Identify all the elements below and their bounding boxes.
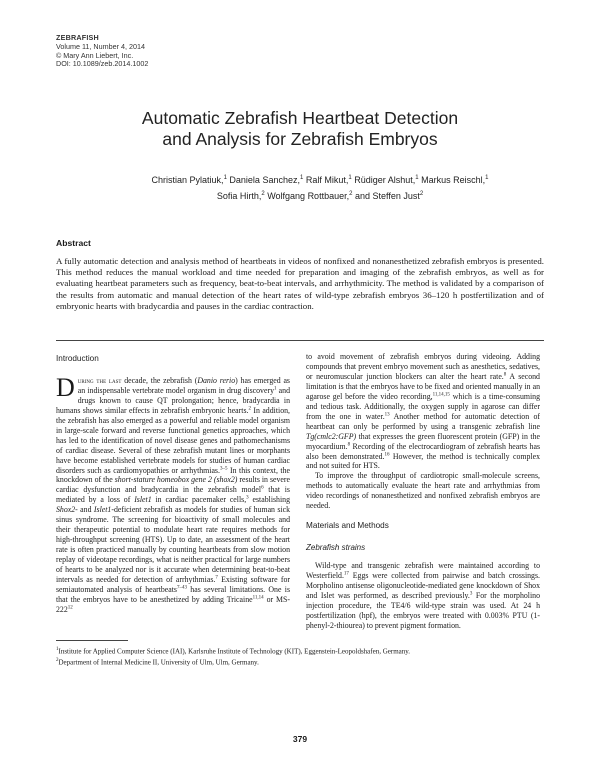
- author: Markus Reischl,$^1$: [421, 175, 489, 185]
- doi[interactable]: DOI: 10.1089/zeb.2014.1002: [56, 59, 149, 69]
- journal-name: ZEBRAFISH: [56, 33, 99, 42]
- author: Sofia Hirth,$^2$: [216, 191, 265, 201]
- left-column: [56, 352, 290, 615]
- author: Wolfgang Rottbauer,$^2$: [267, 191, 353, 201]
- drop-cap: D: [56, 372, 75, 402]
- journal-volume: Volume 11, Number 4, 2014: [56, 41, 145, 51]
- author: Rüdiger Alshut,$^1$: [354, 175, 419, 185]
- methods-paragraph-1: Wild-type and transgenic zebrafish were maintained according to Westerfield.$^{17}$ Eggs were collected from pairwise and batch crossings. Morpholino antisense oligonucleotide-mediated gene knockdown of Shox and Islet was performed, as described previously.$^3$ For the morpholino injection procedure, the TE4/6 wild-type strain was used. At 24 h postfertilization (hpf), the embryos were treated with 0.003% PTU (1-phenyl-2-thiourea) to prevent pigment formation.: [306, 561, 540, 630]
- author: and Steffen Just$^2$: [354, 191, 424, 201]
- title-line-1: Automatic Zebrafish Heartbeat Detection: [141, 108, 459, 128]
- title-line-2: and Analysis for Zebrafish Embryos: [162, 129, 438, 149]
- abstract-heading: Abstract: [56, 238, 91, 248]
- page-number: 379: [292, 734, 308, 744]
- copyright-notice: © Mary Ann Liebert, Inc.: [56, 50, 134, 60]
- author: Daniela Sanchez,$^1$: [229, 175, 304, 185]
- intro-paragraph-1: During the last decade, the zebrafish (Danio rerio) has emerged as an indispensable vertebrate model organism in drug discovery$^1$ and drugs known to cause QT prolongation; hence, bradycardia in humans shows similar effects in zebrafish embryonic hearts.$^2$ In addition, the zebrafish has also emerged as a powerful and reliable model organism in large-scale forward and reverse functional genetics approaches, which has led to the identification of novel disease genes and pathomechanisms of cardiac disease. Several of these zebrafish mutant lines or morphants have become established vertebrate models for studies of human cardiac disorders such as cardiomyopathies or arrhythmias.$^{3-5}$ In this context, the knockdown of the short-stature homeobox gene 2 (shox2) results in severe cardiac dysfunction and bradycardia in the zebrafish model$^6$ that is mediated by a loss of Islet1 in cardiac pacemaker cells,$^3$ establishing Shox2- and Islet1-deficient zebrafish as models for studies of human sick sinus syndrome. The screening for bioactivity of small molecules and their therapeutic potential to modulate heart rate requires methods for high-throughput screening (HTS). Up to date, an assessment of the heart rate is often practiced manually by counting heartbeats from slow motion replay of videotape recordings, what is neither practical for large numbers of hearts to be analyzed nor is it accurate when determining beat-to-beat intervals as needed for detection of arrhythmias.$^7$ Existing software for semiautomated analysis of heartbeats$^{7-43}$ has several limitations. One is that the embryos have to be anesthetized by adding Tricaine$^{11,14}$ or $MS-222^{12}$: [56, 372, 291, 614]
- section-divider: [56, 340, 544, 341]
- author: Christian Pylatiuk,$^1$: [151, 175, 227, 185]
- methods-heading: Materials and Methods: [306, 521, 389, 531]
- author: Ralf Mikut,$^1$: [305, 175, 352, 185]
- right-column: [306, 352, 540, 631]
- article-title: [40, 108, 560, 150]
- abstract-text: A fully automatic detection and analysis method of heartbeats in videos of nonfixed and nonanesthetized zebrafish embryos is presented. This method reduces the manual workload and time needed for preparation and imaging of the zebrafish embryos, as well as for evaluating heartbeat parameters such as frequency, beat-to-beat intervals, and arrhythmicity. The method is validated by a comparison of the results from automatic and manual detection of the heart rates of wild-type zebrafish embryos 36–120 h postfertilization and of embryonic hearts with bradycardia and pauses in the cardiac contraction.: [56, 256, 544, 311]
- intro-paragraph-3: To improve the throughput of cardiotropic small-molecule screens, methods to automatically evaluate the heart rate and arrhythmias from video recordings of nonanesthetized and nonfixed zebrafish embryos are needed.: [306, 471, 540, 511]
- footnote-divider: [56, 640, 128, 641]
- strains-subheading: Zebrafish strains: [306, 543, 366, 553]
- footnote: $^2$Department of Internal Medicine II, University of Ulm, Ulm, Germany.: [56, 658, 259, 667]
- author-list: [100, 171, 540, 203]
- journal-masthead: [56, 34, 148, 69]
- intro-paragraph-2: to avoid movement of zebrafish embryos during videoing. Adding compounds that prevent embryo movement such as anesthetics, sedatives, or neuromuscular junction blockers can alter the heart rate.$^8$ A second limitation is that the embryos have to be fixed and oriented manually in an agarose gel before the video recording,$^{11,14,15}$ which is a time-consuming and tedious task. Additionally, the oxygen supply in agarose can differ from the one in water.$^{13}$ Another method for automatic detection of heartbeat can only be performed by using a transgenic zebrafish line Tg(cmlc2:GFP) that expresses the green fluorescent protein (GFP) in the myocardium.$^8$ Recording of the electrocardiogram of zebrafish hearts has also been demonstrated.$^{16}$ However, the method is technically complex and not suited for HTS.: [306, 352, 541, 471]
- footnote: $^1$Institute for Applied Computer Science (IAI), Karlsruhe Institute of Technology (KIT), Eggenstein-Leopoldshafen, Germany.: [56, 647, 411, 656]
- introduction-heading: Introduction: [56, 354, 99, 363]
- affiliation-footnotes: [56, 645, 544, 668]
